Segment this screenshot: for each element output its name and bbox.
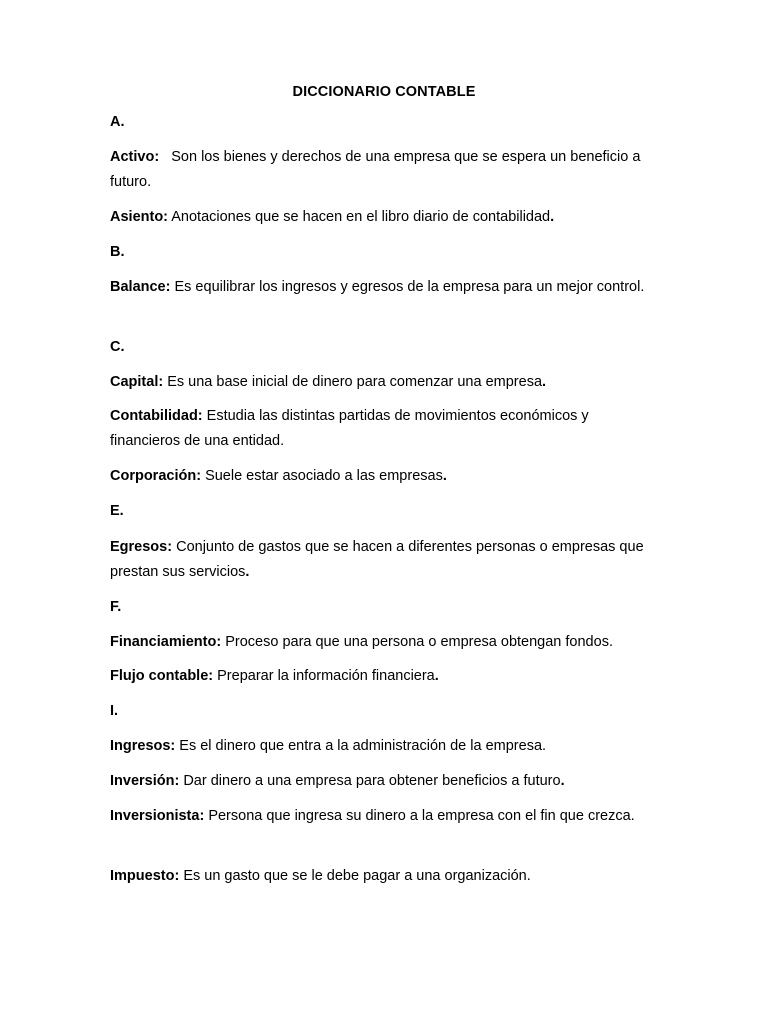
entry-contabilidad [110, 404, 658, 454]
entry-term: Impuesto: [110, 868, 180, 884]
entry-term: Egresos: [110, 539, 173, 555]
entry-term: Financiamiento: [110, 634, 222, 650]
entry-definition: Es equilibrar los ingresos y egresos de la empresa para un mejor control. [174, 279, 645, 295]
entry-balance [110, 275, 658, 300]
entry-term: Corporación: [110, 468, 202, 484]
section-letter: E. [110, 503, 124, 519]
entry-inversionista [110, 804, 658, 829]
section-letter-e [110, 499, 658, 524]
entry-period: . [550, 209, 555, 225]
entry-definition: Es un gasto que se le debe pagar a una organización. [183, 868, 531, 884]
entry-period: . [434, 668, 439, 684]
entry-term: Ingresos: [110, 738, 176, 754]
entry-corporacion [110, 464, 658, 489]
section-letter-c [110, 335, 658, 360]
entry-period: . [442, 468, 447, 484]
section-letter-f [110, 595, 658, 620]
entry-term: Inversionista: [110, 808, 205, 824]
entry-term: Balance: [110, 279, 171, 295]
entry-term: Asiento: [110, 209, 168, 225]
section-letter: B. [110, 244, 125, 260]
entry-inversion [110, 769, 658, 794]
entry-definition: Estudia las distintas partidas de movimientos económicos y financieros de una entidad. [110, 408, 589, 449]
entry-egresos [110, 535, 658, 585]
entry-definition: Son los bienes y derechos de una empresa que se espera un beneficio a futuro. [110, 149, 641, 190]
entry-definition: Anotaciones que se hacen en el libro diario de contabilidad [171, 209, 551, 225]
entry-impuesto [110, 864, 658, 889]
entry-definition: Suele estar asociado a las empresas [205, 468, 443, 484]
entry-definition: Dar dinero a una empresa para obtener beneficios a futuro [183, 773, 561, 789]
section-letter-a [110, 110, 658, 135]
entry-definition: Es una base inicial de dinero para comenzar una empresa [167, 374, 543, 390]
section-letter: F. [110, 599, 122, 615]
entry-term: Inversión: [110, 773, 180, 789]
section-letter: A. [110, 114, 125, 130]
entry-definition: Conjunto de gastos que se hacen a diferentes personas o empresas que prestan sus servicios [110, 539, 644, 580]
section-letter-b [110, 240, 658, 265]
entry-definition: Persona que ingresa su dinero a la empresa con el fin que crezca. [208, 808, 635, 824]
entry-period: . [245, 564, 250, 580]
entry-term: Capital: [110, 374, 164, 390]
entry-definition: Es el dinero que entra a la administración de la empresa. [179, 738, 547, 754]
section-letter: I. [110, 703, 119, 719]
entry-period: . [560, 773, 565, 789]
entry-term: Contabilidad: [110, 408, 203, 424]
entry-term: Activo: [110, 149, 160, 165]
entry-definition: Preparar la información financiera [217, 668, 435, 684]
entry-asiento [110, 205, 658, 230]
entry-financiamiento [110, 630, 658, 655]
entry-period: . [542, 374, 547, 390]
entry-capital [110, 370, 658, 395]
entry-definition: Proceso para que una persona o empresa obtengan fondos. [225, 634, 613, 650]
entry-activo [110, 145, 658, 195]
section-letter-i [110, 699, 658, 724]
entry-flujo-contable [110, 664, 658, 689]
entry-term: Flujo contable: [110, 668, 214, 684]
page-title: DICCIONARIO CONTABLE [292, 84, 476, 100]
entry-ingresos [110, 734, 658, 759]
section-letter: C. [110, 339, 125, 355]
